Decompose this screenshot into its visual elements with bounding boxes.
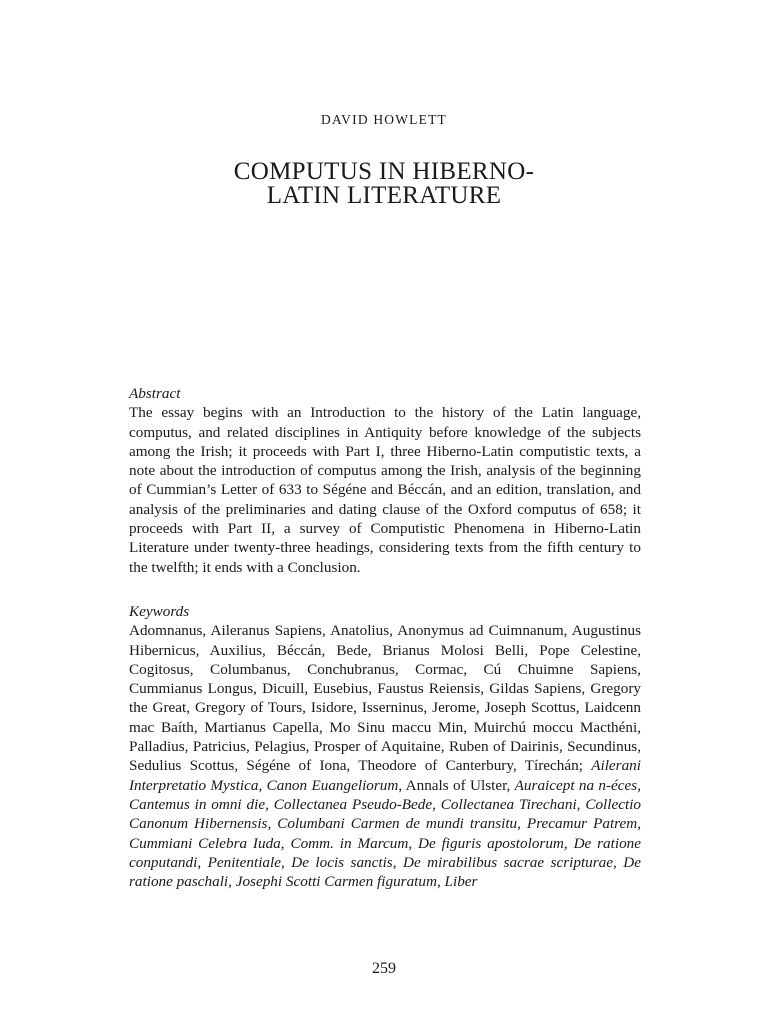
author-name: DAVID HOWLETT (321, 112, 447, 127)
keyword-title-italic: Collectanea Tirechani (440, 795, 577, 813)
keyword-title-italic: De ratione conputandi (129, 834, 642, 871)
keyword-title-italic: Cantemus in omni die (129, 795, 266, 813)
keyword-text-segment: , (563, 834, 574, 852)
keyword-title-italic: Columbani Carmen de mundi transitu (277, 815, 518, 833)
keyword-text-segment: , (637, 815, 642, 833)
keyword-title-italic: Auraicept na n-éces (514, 776, 638, 794)
keyword-text-segment: , (267, 815, 278, 833)
keyword-text-segment: , (280, 853, 292, 871)
keyword-text-segment: , (436, 873, 445, 891)
keyword-text-segment: , (265, 795, 274, 813)
keyword-title-italic: De figuris apostolorum (418, 834, 564, 852)
keyword-title-italic: De mirabilibus sacrae scripturae (402, 853, 614, 871)
keyword-title-italic: Liber (444, 873, 478, 891)
article-title (0, 160, 768, 208)
keyword-text-segment: , (408, 834, 419, 852)
keyword-text-segment: , (392, 853, 403, 871)
keyword-text-segment: Adomnanus, Aileranus Sapiens, Anatolius, Anonymus ad Cuimnanum, Augustinus Hibernicus, Auxilius, Béccán, Bede, Brianus Molosi Belli, Pope Celestine, Cogitosus, Columbanus, Conchubranus, Cormac, Cú Chuimne Sapiens, Cummianus Longus, Dicuill, Eusebius, Faustus Reiensis, Gildas Sapiens, Gregory the Great, Gregory of Tours, Isidore, Isserninus, Jerome, Joseph Scottus, Laidcenn mac Baíth, Martianus Capella, Mo Sinu maccu Min, Muirchú moccu Macthéni, Palladius, Patricius, Pelagius, Prosper of Aquitaine, Ruben of Dairinis, Secundinus, Sedulius Scottus, Ségéne of Iona, Theodore of Canterbury, Tírechán; (129, 622, 641, 775)
keyword-text-segment: , (197, 853, 208, 871)
keywords-heading: Keywords (129, 603, 190, 620)
keyword-title-italic: Canon Euangeliorum (266, 776, 399, 794)
abstract-heading: Abstract (129, 385, 181, 402)
keyword-title-italic: Collectanea Pseudo-Bede (273, 795, 433, 813)
keyword-text-segment: , (258, 776, 267, 794)
keyword-text-segment: , (280, 834, 291, 852)
keyword-title-italic: Collectio Canonum Hibernensis (129, 795, 642, 833)
keyword-text-segment: , (613, 853, 624, 871)
keywords-section (129, 602, 641, 891)
keyword-title-italic: Ailerani Interpretatio Mystica (129, 757, 641, 794)
abstract-section (129, 384, 641, 577)
title-line-2: LATIN LITERATURE (266, 182, 502, 209)
abstract-text: The essay begins with an Introduction to the history of the Latin language, computus, and related disciplines in Antiquity before knowledge of the subjects among the Irish; it proceeds with Part I, three Hiberno-Latin computistic texts, a note about the introduction of computus among the Irish, analysis of the beginning of Cummian’s Letter of 633 to Ségéne and Béccán, and an edition, translation, and analysis of the preliminaries and dating clause of the Oxford computus of 658; it proceeds with Part II, a survey of Computistic Phenomena in Hiberno-Latin Literature under twenty-three headings, considering texts from the fifth century to the twelfth; it ends with a Conclusion. (129, 404, 641, 576)
keywords-text (129, 621, 641, 891)
keyword-title-italic: De locis sanctis (291, 853, 393, 871)
keyword-text-segment: , Annals of Ulster, (398, 776, 515, 794)
keyword-text-segment: , (432, 795, 441, 813)
keyword-title-italic: Penitentiale (207, 853, 281, 871)
keyword-text-segment: , (576, 795, 586, 813)
keyword-title-italic: Comm. in Marcum (290, 834, 409, 852)
keyword-text-segment: , (517, 815, 527, 833)
keyword-title-italic: De ratione paschali, Josephi Scotti Carmen figuratum (129, 853, 641, 891)
keyword-title-italic: Cummiani Celebra Iuda (129, 834, 281, 852)
keyword-text-segment: , (637, 776, 641, 794)
keyword-title-italic: Precamur Patrem (526, 815, 638, 833)
page-number: 259 (372, 960, 396, 977)
title-line-1: COMPUTUS IN HIBERNO- (233, 158, 535, 185)
